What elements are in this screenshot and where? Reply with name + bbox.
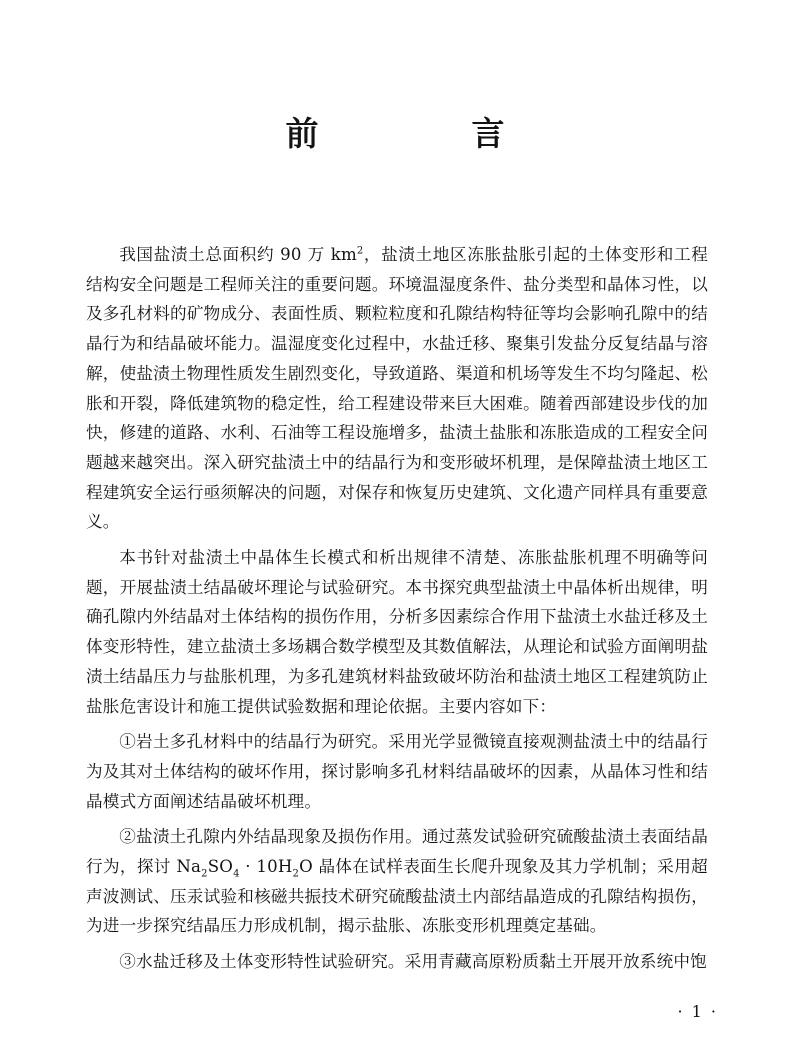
text-run: 本书针对盐渍土中晶体生长模式和析出规律不清楚、冻胀盐胀机理不明确等问题，开展盐渍土结晶破坏理论与试验研究。本书探究典型盐渍土中晶体析出规律，明确孔隙内外结晶对土体结构的损伤作用，分析多因素综合作用下盐渍土水盐迁移及土体变形特性，建立盐渍土多场耦合数学模型及其数值解法，从理论和试验方面阐明盐渍土结晶压力与盐胀机理，为多孔建筑材料盐致破坏防治和盐渍土地区工程建筑防止盐胀危害设计和施工提供试验数据和理论依据。主要内容如下： [86,548,708,716]
paragraph [86,947,708,977]
superscript: 2 [356,245,364,257]
paragraph [86,822,708,941]
paragraph [86,727,708,816]
body-text [86,240,708,977]
paragraph [86,543,708,721]
page-number: · 1 · [677,1002,718,1021]
text-run: 我国盐渍土总面积约 90 万 km [119,245,357,264]
text-run: ，盐渍土地区冻胀盐胀引起的土体变形和工程结构安全问题是工程师关注的重要问题。环境温湿度条件、盐分类型和晶体习性，以及多孔材料的矿物成分、表面性质、颗粒粒度和孔隙结构特征等均会影响孔隙中的结晶行为和结晶破坏能力。温湿度变化过程中，水盐迁移、聚集引发盐分反复结晶与溶解，使盐渍土物理性质发生剧烈变化，导致道路、渠道和机场等发生不均匀隆起、松胀和开裂，降低建筑物的稳定性，给工程建设带来巨大困难。随着西部建设步伐的加快，修建的道路、水利、石油等工程设施增多，盐渍土盐胀和冻胀造成的工程安全问题越来越突出。深入研究盐渍土中的结晶行为和变形破坏机理，是保障盐渍土地区工程建筑安全运行亟须解决的问题，对保存和恢复历史建筑、文化遗产同样具有重要意义。 [86,245,709,532]
paragraph [86,240,708,537]
text-run: O 晶体在试样表面生长爬升现象及其力学机制；采用超声波测试、压汞试验和核磁共振技术研究硫酸盐渍土内部结晶造成的孔隙结构损伤，为进一步探究结晶压力形成机制，揭示盐胀、冻胀变形机理奠定基础。 [86,857,708,936]
subscript: 2 [201,868,208,880]
text-run: · 10H [239,857,293,877]
text-run: SO [207,857,234,877]
text-run: ②盐渍土孔隙内外结晶现象及损伤作用。通过蒸发试验研究硫酸盐渍土表面结晶行为，探讨 Na [86,827,708,877]
text-run: ①岩土多孔材料中的结晶行为研究。采用光学显微镜直接观测盐渍土中的结晶行为及其对土体结构的破坏作用，探讨影响多孔材料结晶破坏的因素，从晶体习性和结晶模式方面阐述结晶破坏机理。 [86,732,708,811]
text-run: ③水盐迁移及土体变形特性试验研究。采用青藏高原粉质黏土开展开放系统中饱 [119,952,707,972]
subscript: 2 [292,868,300,880]
page-title: 前 言 [285,114,565,153]
subscript: 4 [233,868,240,880]
